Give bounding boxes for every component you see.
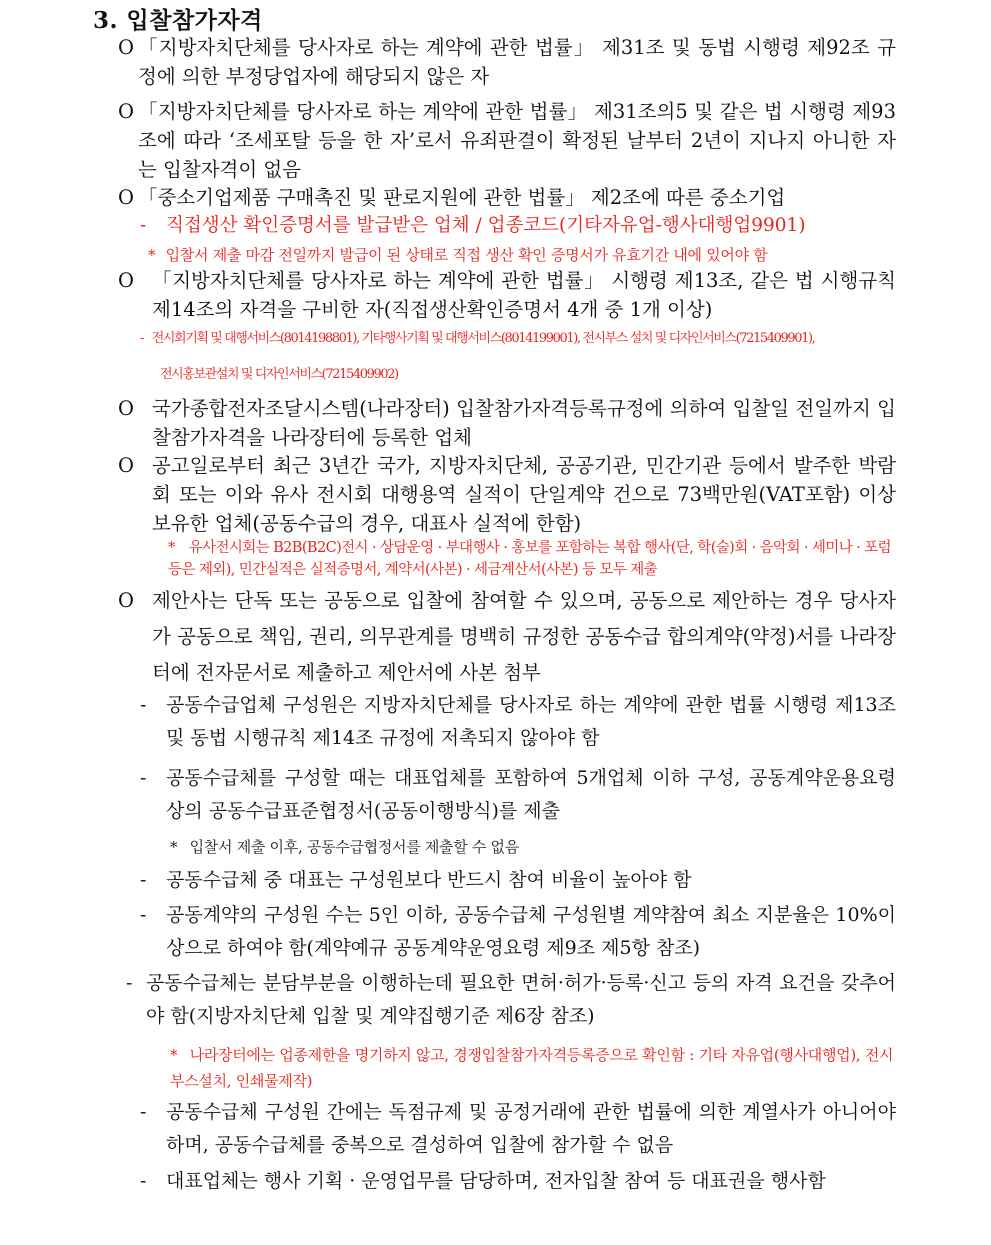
item-text: 제안사는 단독 또는 공동으로 입찰에 참여할 수 있으며, 공동으로 제안하는 경우 당사자가 공동으로 책임, 권리, 의무관계를 명백히 규정한 공동수급 합의계약(약정)서를 나라장터에 전자문서로 제출하고 제안서에 사본 첨부 bbox=[152, 589, 896, 684]
dash-bullet: - bbox=[140, 215, 147, 236]
rule-text: 공동수급체 중 대표는 구성원보다 반드시 참여 비율이 높아야 함 bbox=[166, 869, 692, 891]
rule-text: 공동수급체는 분담부분을 이행하는데 필요한 면허·허가·등록·신고 등의 자격 요건을 갖추어야 함(지방자치단체 입찰 및 계약집행기준 제6장 참조) bbox=[146, 972, 896, 1027]
joint-rule-6 bbox=[140, 1096, 896, 1162]
circle-bullet-icon: O bbox=[118, 589, 134, 612]
joint-rule-5 bbox=[126, 967, 896, 1033]
item-text: 「지방자치단체를 당사자로 하는 계약에 관한 법률」 제31조 및 동법 시행령 제92조 규정에 의한 부정당업자에 해당되지 않은 자 bbox=[138, 36, 896, 88]
joint-rule-2 bbox=[140, 762, 896, 828]
dash-bullet: - bbox=[140, 767, 147, 789]
asterisk-icon: * bbox=[168, 540, 175, 556]
item-text: 국가종합전자조달시스템(나라장터) 입찰참가자격등록규정에 의하여 입찰일 전일까지 입찰참가자격을 나라장터에 등록한 업체 bbox=[152, 397, 896, 449]
joint-rule-7 bbox=[140, 1164, 896, 1199]
circle-bullet-icon: O bbox=[118, 186, 134, 209]
detail-text: 직접생산 확인증명서를 발급받은 업체 / 업종코드(기타자유업-행사대행업9901) bbox=[166, 215, 806, 236]
joint-rule-1 bbox=[140, 689, 896, 755]
note-text: 나라장터에는 업종제한을 명기하지 않고, 경쟁입찰참가자격등록증으로 확인함 : 기타 자유업(행사대행업), 전시부스설치, 인쇄물제작) bbox=[170, 1046, 894, 1090]
note-text: 입찰서 제출 마감 전일까지 발급이 된 상태로 직접 생산 확인 증명서가 유효기간 내에 있어야 함 bbox=[165, 246, 768, 264]
item-3-note bbox=[148, 244, 888, 266]
rule-text: 공동수급체 구성원 간에는 독점규제 및 공정거래에 관한 법률에 의한 계열사가 아니어야 하며, 공동수급체를 중복으로 결성하여 입찰에 참가할 수 없음 bbox=[166, 1101, 896, 1156]
dash-bullet: - bbox=[140, 694, 147, 716]
item-text: 「지방자치단체를 당사자로 하는 계약에 관한 법률」 시행령 제13조, 같은 법 시행규칙 제14조의 자격을 구비한 자(직접생산확인증명서 4개 중 1개 이상) bbox=[152, 269, 896, 321]
dash-bullet: - bbox=[140, 331, 143, 346]
circle-bullet-icon: O bbox=[118, 397, 134, 420]
note-text: 입찰서 제출 이후, 공동수급협정서를 제출할 수 없음 bbox=[189, 838, 519, 856]
rule-text: 대표업체는 행사 기획 · 운영업무를 담당하며, 전자입찰 참여 등 대표권을 행사함 bbox=[166, 1170, 826, 1192]
circle-bullet-icon: O bbox=[118, 36, 134, 59]
rule-text: 공동수급업체 구성원은 지방자치단체를 당사자로 하는 계약에 관한 법률 시행령 제13조 및 동법 시행규칙 제14조 규정에 저촉되지 않아야 함 bbox=[166, 694, 896, 749]
dash-bullet: - bbox=[140, 904, 147, 926]
item-3-detail bbox=[140, 210, 896, 242]
rule-text: 공동수급체를 구성할 때는 대표업체를 포함하여 5개업체 이하 구성, 공동계약운용요령 상의 공동수급표준협정서(공동이행방식)를 제출 bbox=[166, 767, 896, 822]
qualification-item-2 bbox=[118, 97, 896, 184]
asterisk-icon: * bbox=[170, 1046, 178, 1064]
circle-bullet-icon: O bbox=[118, 454, 134, 477]
qualification-item-6 bbox=[118, 451, 896, 538]
joint-rule-5-note bbox=[170, 1042, 896, 1094]
dash-bullet: - bbox=[126, 972, 133, 994]
note-text: 유사전시회는 B2B(B2C)전시 · 상담운영 · 부대행사 · 홍보를 포함하는 복합 행사(단, 학(술)회 · 음악회 · 세미나 · 포럼 등은 제외), 민간실적은 실적증명서, 계약서(사본) · 세금계산서(사본) 등 모두 제출 bbox=[168, 540, 891, 578]
joint-rule-4 bbox=[140, 899, 896, 965]
section-title: 3. 입찰참가자격 bbox=[93, 7, 263, 34]
asterisk-icon: * bbox=[170, 838, 178, 856]
item-text: 공고일로부터 최근 3년간 국가, 지방자치단체, 공공기관, 민간기관 등에서 발주한 박람회 또는 이와 유사 전시회 대행용역 실적이 단일계약 건으로 73백만원(VAT포함) 이상 보유한 업체(공동수급의 경우, 대표사 실적에 한함) bbox=[152, 454, 896, 535]
qualification-item-4 bbox=[118, 266, 896, 324]
dash-bullet: - bbox=[140, 1170, 147, 1192]
asterisk-icon: * bbox=[148, 246, 156, 264]
item-6-note bbox=[168, 537, 896, 581]
qualification-item-7 bbox=[118, 583, 896, 691]
item-4-detail-cont bbox=[160, 358, 860, 392]
circle-bullet-icon: O bbox=[118, 100, 134, 123]
joint-rule-2-note bbox=[170, 836, 870, 858]
qualification-item-5 bbox=[118, 394, 896, 452]
rule-text: 공동계약의 구성원 수는 5인 이하, 공동수급체 구성원별 계약참여 최소 지분율은 10%이상으로 하여야 함(계약예규 공동계약운영요령 제9조 제5항 참조) bbox=[166, 904, 896, 959]
qualification-item-1 bbox=[118, 33, 896, 91]
item-4-detail bbox=[140, 322, 900, 356]
joint-rule-3 bbox=[140, 864, 896, 897]
item-text: 「지방자치단체를 당사자로 하는 계약에 관한 법률」 제31조의5 및 같은 법 시행령 제93조에 따라 ‘조세포탈 등을 한 자’로서 유죄판결이 확정된 날부터 2년이 지나지 아니한 자는 입찰자격이 없음 bbox=[138, 100, 896, 181]
detail-text-line-1: 전시회기획 및 대행서비스(8014198801), 기타행사기획 및 대행서비스(8014199001), 전시부스 설치 및 디자인서비스(7215409901), bbox=[151, 331, 815, 346]
detail-text-line-2: 전시홍보관설치 및 디자인서비스(7215409902) bbox=[160, 367, 398, 382]
circle-bullet-icon: O bbox=[118, 269, 134, 292]
dash-bullet: - bbox=[140, 869, 147, 891]
item-text: 「중소기업제품 구매촉진 및 판로지원에 관한 법률」 제2조에 따른 중소기업 bbox=[138, 186, 786, 209]
qualification-item-3 bbox=[118, 183, 896, 212]
dash-bullet: - bbox=[140, 1101, 147, 1123]
